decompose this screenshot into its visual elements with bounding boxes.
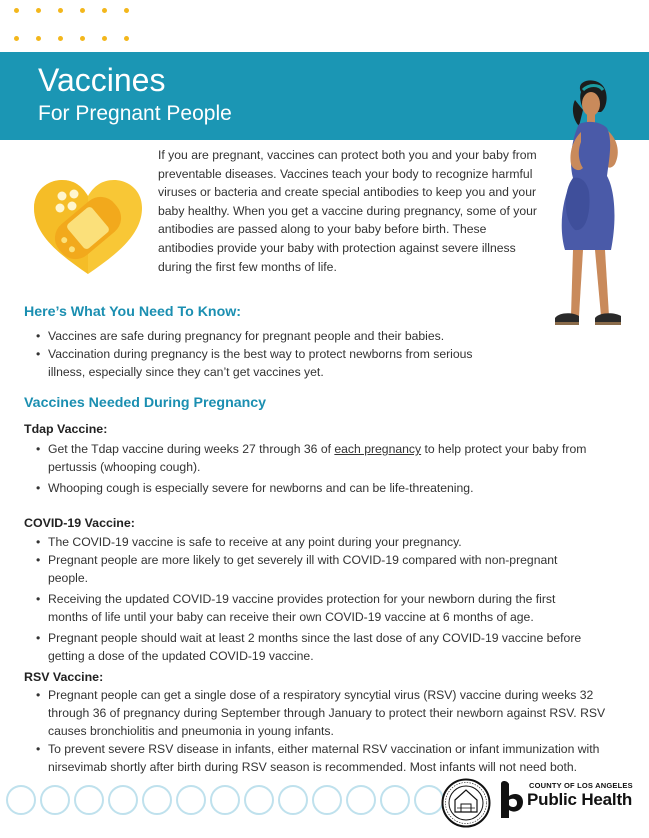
covid-heading: COVID-19 Vaccine:: [24, 516, 135, 530]
rsv-heading: RSV Vaccine:: [24, 670, 104, 684]
list-item: • To prevent severe RSV disease in infants, either maternal RSV vaccination or infant immunization with nirsevimab shortly after birth during RSV season is recommended. Most infants will not need both.: [36, 740, 632, 776]
rsv-list: [36, 686, 632, 776]
list-item: • Pregnant people are more likely to get severely ill with COVID-19 compared with non-pregnant people.: [36, 551, 596, 587]
tdap-heading: Tdap Vaccine:: [24, 422, 108, 436]
county-name: COUNTY OF LOS ANGELES: [529, 781, 633, 790]
need-to-know-heading: Here’s What You Need To Know:: [24, 304, 242, 320]
list-item: • Whooping cough is especially severe for newborns and can be life-threatening.: [36, 479, 626, 497]
vaccines-needed-heading: Vaccines Needed During Pregnancy: [24, 395, 267, 411]
need-to-know-list: [36, 327, 496, 381]
page-title: Vaccines: [38, 62, 166, 98]
list-item: • The COVID-19 vaccine is safe to receive at any point during your pregnancy.: [36, 533, 596, 551]
county-seal-icon: [441, 778, 491, 828]
covid-list: [36, 533, 596, 665]
heart-bandage-icon: [32, 178, 144, 276]
list-item: • Pregnant people can get a single dose of a respiratory syncytial virus (RSV) vaccine during weeks 32 through 36 of pregnancy during September through January to protect their newborn against RSV. RSV causes bronchiolitis and pneumonia in young infants.: [36, 686, 632, 740]
page-subtitle: For Pregnant People: [38, 102, 232, 125]
list-item: [36, 440, 626, 476]
list-item: • Receiving the updated COVID-19 vaccine provides protection for your newborn during the first months of life until your baby can receive their own COVID-19 vaccine at 6 months of age.: [36, 590, 596, 626]
list-item: • Vaccines are safe during pregnancy for pregnant people and their babies.: [36, 327, 496, 345]
org-name: Public Health: [527, 790, 633, 809]
each-pregnancy-link[interactable]: each pregnancy: [334, 442, 422, 456]
public-health-logo-icon: [497, 778, 527, 822]
tdap-item-text-end: to help protect your baby from pertussis (whooping cough).: [48, 442, 587, 474]
tdap-item-text: Get the Tdap vaccine during weeks 27 through 36 of: [48, 442, 335, 456]
list-item: • Vaccination during pregnancy is the best way to protect newborns from serious illness, especially since they can’t get vaccines yet.: [36, 345, 496, 381]
list-item: • Pregnant people should wait at least 2 months since the last dose of any COVID-19 vaccine before getting a dose of the updated COVID-19 vaccine.: [36, 629, 596, 665]
tdap-list: [36, 440, 626, 497]
pregnant-woman-illustration: [545, 80, 645, 332]
intro-paragraph: If you are pregnant, vaccines can protect both you and your baby from preventable diseases. Vaccines teach your body to recognize harmful viruses or bacteria and create special antibodies to keep you and your baby healthy. When you get a vaccine during pregnancy, some of your antibodies are passed along to your baby before birth. These antibodies provide your baby with protection against severe illness during the first few months of life.: [158, 148, 537, 274]
